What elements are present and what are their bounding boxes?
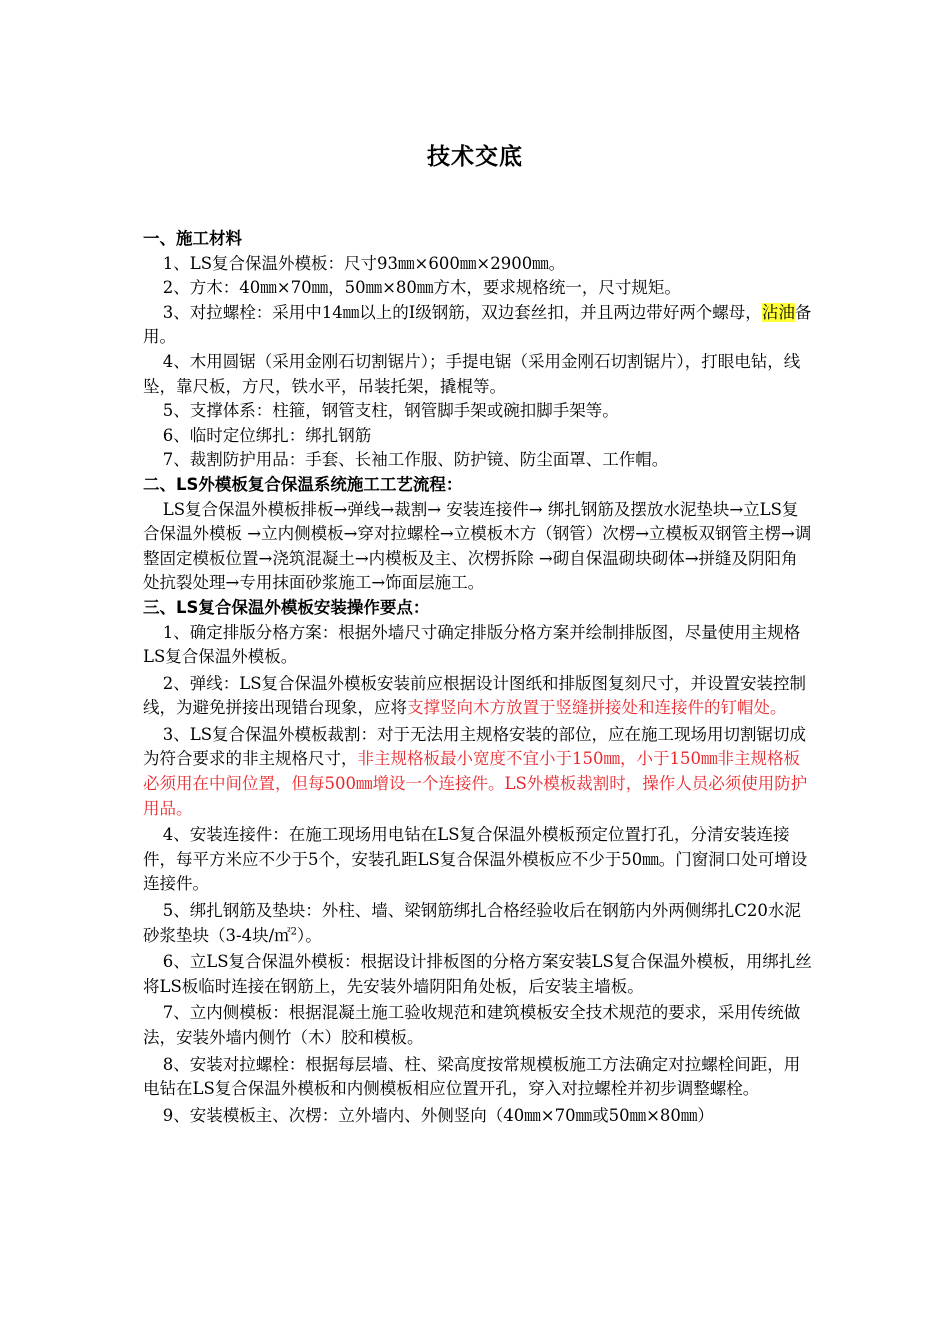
materials-item-1: 1、LS复合保温外模板：尺寸93㎜×600㎜×2900㎜。 xyxy=(162,253,566,273)
installation-item-7: 7、立内侧模板：根据混凝土施工验收规范和建筑模板安全技术规范的要求，采用传统做法，安装外墙内侧竹（木）胶和模板。 xyxy=(143,1003,801,1047)
highlighted-text: 沾油 xyxy=(761,302,795,322)
section-heading-installation: 三、LS复合保温外模板安装操作要点： xyxy=(143,597,430,617)
installation-item-2-text: 2、弹线：LS复合保温外模板安装前应根据设计图纸和排版图复刻尺寸，并设置安装控制线，为避免拼接出现错台现象，应将 xyxy=(143,673,807,718)
process-flow-text: LS复合保温外模板排板→弹线→裁割→ 安装连接件→ 绑扎钢筋及摆放水泥垫块→立LS复合保温外模板 →立内侧模板→穿对拉螺栓→立模板木方（钢管）次楞→立模板双钢管主楞→调整固定模板位置→浇筑混凝土→内模板及主、次楞拆除 →砌自保温砌块砌体→拼缝及阴阳角处抗裂处理→专用抹面砂浆施工→饰面层施工。 xyxy=(143,499,812,593)
materials-item-3-text: 3、对拉螺栓：采用中14㎜以上的Ⅰ级钢筋，双边套丝扣，并且两边带好两个螺母， xyxy=(162,302,762,322)
materials-item-7: 7、裁割防护用品：手套、长袖工作服、防护镜、防尘面罩、工作帽。 xyxy=(162,450,669,470)
section-heading-materials: 一、施工材料 xyxy=(143,229,242,248)
materials-item-3 xyxy=(143,301,813,350)
installation-item-3 xyxy=(143,723,813,821)
superscript: 2 xyxy=(290,926,298,938)
section-heading-process: 二、LS外模板复合保温系统施工工艺流程： xyxy=(143,474,463,494)
materials-item-3-tail: 备用。 xyxy=(143,302,812,347)
installation-item-5-text: 5、绑扎钢筋及垫块：外柱、墙、梁钢筋绑扎合格经验收后在钢筋内外两侧绑扎C20水泥砂浆垫块（3-4块/㎡ xyxy=(143,901,801,945)
materials-item-4: 4、木用圆锯（采用金刚石切割锯片）；手提电锯（采用金刚石切割锯片），打眼电钻，线坠，靠尺板，方尺，铁水平，吊装托架，撬棍等。 xyxy=(143,351,801,396)
installation-item-6: 6、立LS复合保温外模板：根据设计排板图的分格方案安装LS复合保温外模板，用绑扎丝将LS板临时连接在钢筋上，先安装外墙阴阳角处板，后安装主墙板。 xyxy=(143,952,812,996)
installation-item-3-text: 3、LS复合保温外模板裁割：对于无法用主规格安装的部位，应在施工现场用切割锯切成为符合要求的非主规格尺寸， xyxy=(143,724,807,769)
installation-item-5 xyxy=(143,899,813,948)
page-title: 技术交底 xyxy=(427,144,523,170)
installation-item-2 xyxy=(143,672,813,721)
installation-item-4: 4、安装连接件：在施工现场用电钻在LS复合保温外模板预定位置打孔，分清安装连接件，每平方米应不少于5个，安装孔距LS复合保温外模板应不少于50㎜。门窗洞口处可增设连接件。 xyxy=(143,825,808,894)
installation-item-3-warning: 非主规格板最小宽度不宜小于150㎜，小于150㎜非主规格板必须用在中间位置，但每500㎜增设一个连接件。LS外模板裁割时，操作人员必须使用防护用品。 xyxy=(143,749,808,818)
installation-item-2-warning: 支撑竖向木方放置于竖缝拼接处和连接件的钉帽处。 xyxy=(407,698,787,718)
installation-item-1: 1、确定排版分格方案：根据外墙尺寸确定排版分格方案并绘制排版图，尽量使用主规格LS复合保温外模板。 xyxy=(143,622,801,667)
materials-item-2: 2、方木：40㎜×70㎜，50㎜×80㎜方木，要求规格统一，尺寸规矩。 xyxy=(162,278,681,298)
materials-item-5: 5、支撑体系：柱箍，钢管支柱，钢管脚手架或碗扣脚手架等。 xyxy=(162,401,619,421)
document-body xyxy=(143,227,813,1128)
installation-item-5-tail: ）。 xyxy=(297,925,322,945)
installation-item-9: 9、安装模板主、次楞：立外墙内、外侧竖向（40㎜×70㎜或50㎜×80㎜） xyxy=(162,1105,714,1125)
materials-item-6: 6、临时定位绑扎：绑扎钢筋 xyxy=(162,425,372,445)
installation-item-8: 8、安装对拉螺栓：根据每层墙、柱、梁高度按常规模板施工方法确定对拉螺栓间距，用电钻在LS复合保温外模板和内侧模板相应位置开孔，穿入对拉螺栓并初步调整螺栓。 xyxy=(143,1054,801,1099)
